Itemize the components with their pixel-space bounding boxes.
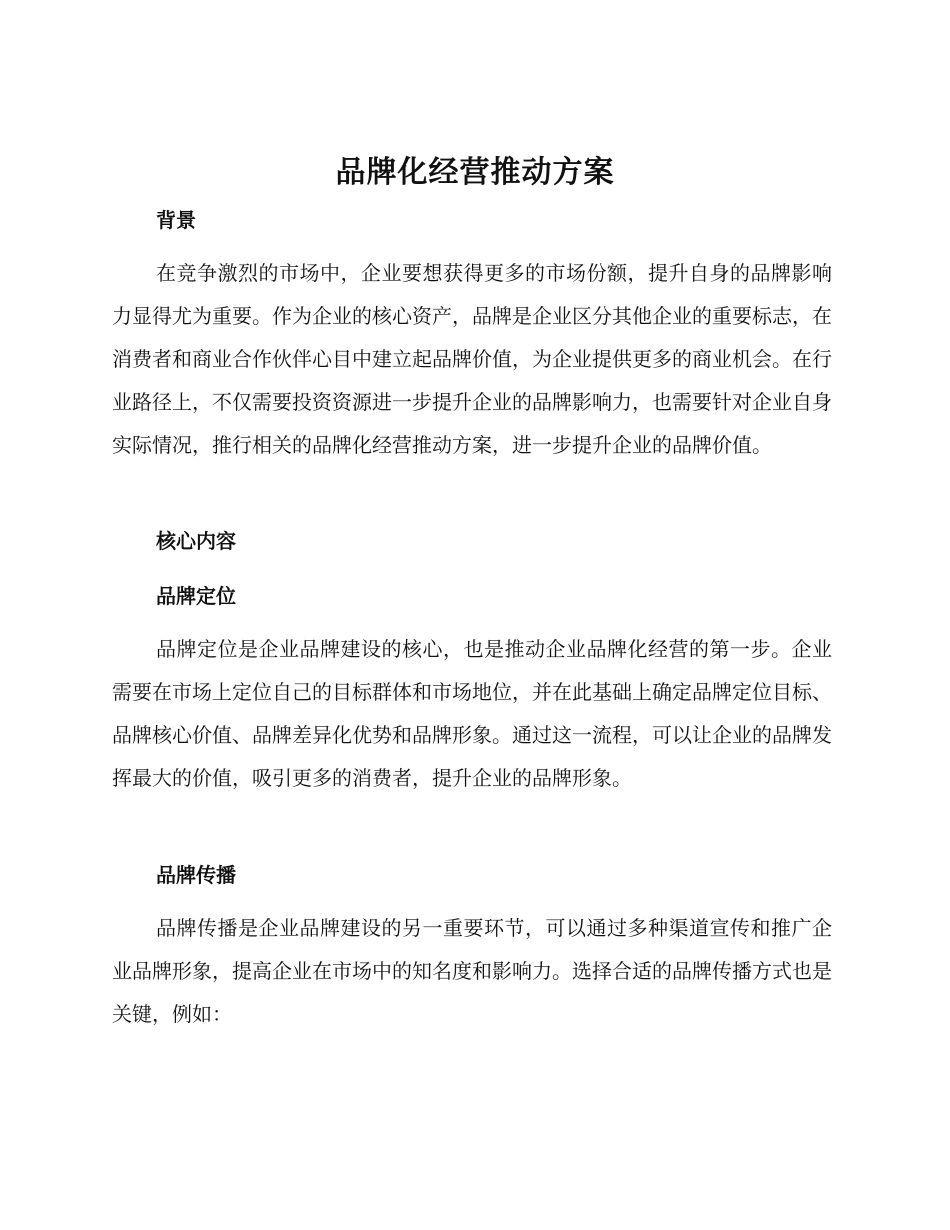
paragraph-brand-communication: 品牌传播是企业品牌建设的另一重要环节，可以通过多种渠道宣传和推广企业品牌形象，提高企业在市场中的知名度和影响力。选择合适的品牌传播方式也是关键，例如： — [112, 916, 832, 1026]
section-heading-background: 背景 — [156, 208, 196, 232]
document-title: 品牌化经营推动方案 — [335, 155, 615, 190]
paragraph-brand-positioning: 品牌定位是企业品牌建设的核心，也是推动企业品牌化经营的第一步。企业需要在市场上定位自己的目标群体和市场地位，并在此基础上确定品牌定位目标、品牌核心价值、品牌差异化优势和品牌形象。通过这一流程，可以让企业的品牌发挥最大的价值，吸引更多的消费者，提升企业的品牌形象。 — [112, 637, 832, 790]
section-heading-brand-communication: 品牌传播 — [156, 863, 236, 887]
section-heading-brand-positioning: 品牌定位 — [156, 584, 236, 608]
paragraph-background: 在竞争激烈的市场中，企业要想获得更多的市场份额，提升自身的品牌影响力显得尤为重要。作为企业的核心资产，品牌是企业区分其他企业的重要标志，在消费者和商业合作伙伴心目中建立起品牌价值，为企业提供更多的商业机会。在行业路径上，不仅需要投资资源进一步提升企业的品牌影响力，也需要针对企业自身实际情况，推行相关的品牌化经营推动方案，进一步提升企业的品牌价值。 — [112, 261, 832, 457]
section-heading-core-content: 核心内容 — [156, 529, 236, 553]
